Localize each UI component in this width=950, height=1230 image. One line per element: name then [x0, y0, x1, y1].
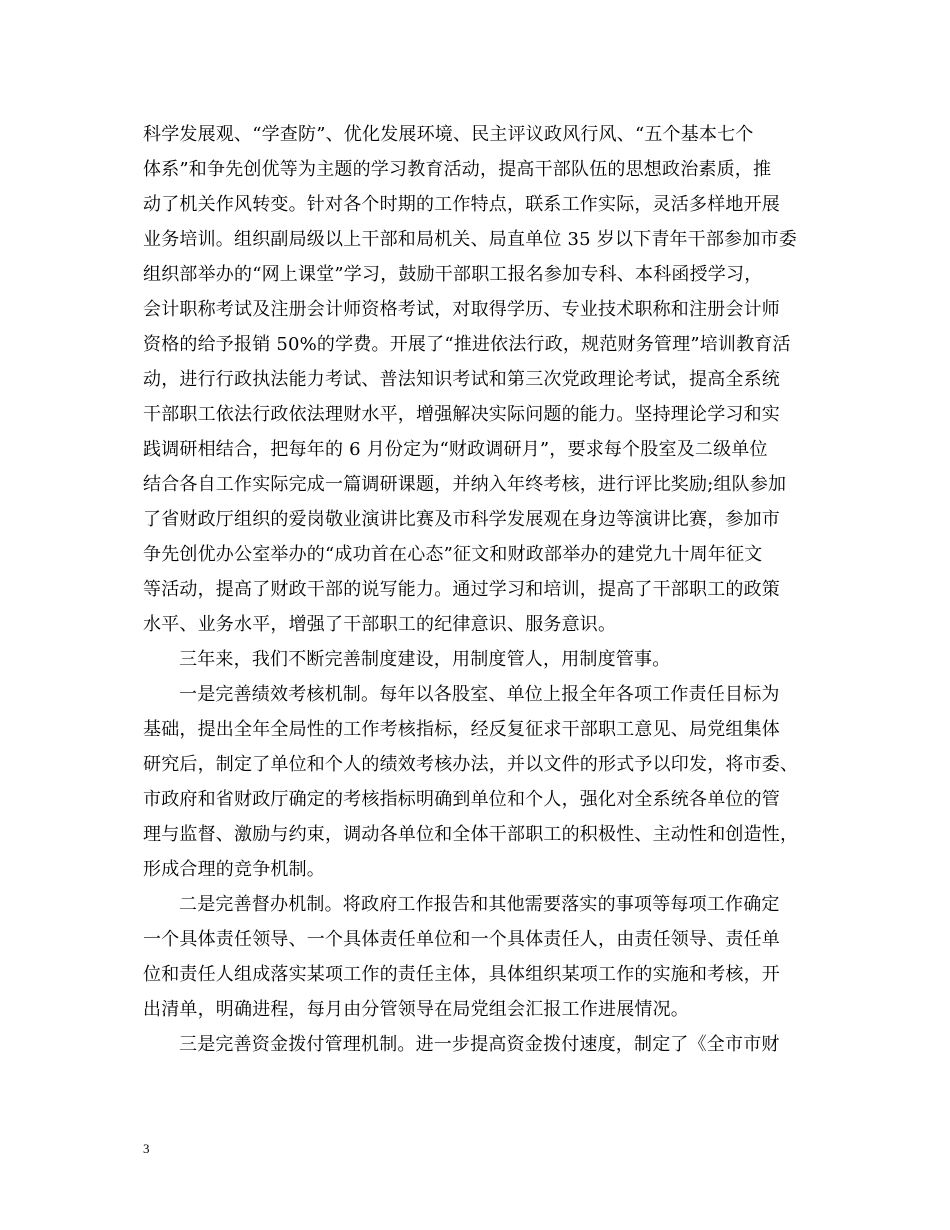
- text-line: 会计职称考试及注册会计师资格考试，对取得学历、专业技术职称和注册会计师: [143, 299, 780, 320]
- text-line: 体系”和争先创优等为主题的学习教育活动，提高干部队伍的思想政治素质，推: [143, 159, 772, 180]
- text-line: 水平、业务水平，增强了干部职工的纪律意识、服务意识。: [143, 614, 617, 635]
- text-line: 基础，提出全年全局性的工作考核指标，经反复征求干部职工意见、局党组集体: [143, 719, 780, 740]
- text-line: 动，进行行政执法能力考试、普法知识考试和第三次党政理论考试，提高全系统: [143, 369, 780, 390]
- text-line: 资格的给予报销 50%的学费。开展了“推进依法行政，规范财务管理”培训教育活: [143, 334, 791, 355]
- text-line: 市政府和省财政厅确定的考核指标明确到单位和个人，强化对全系统各单位的管: [143, 789, 780, 810]
- text-line: 组织部举办的“网上课堂”学习，鼓励干部职工报名参加专科、本科函授学习，: [143, 264, 763, 285]
- text-line: 三年来，我们不断完善制度建设，用制度管人，用制度管事。: [179, 649, 671, 670]
- text-line: 争先创优办公室举办的“成功首在心态”征文和财政部举办的建党九十周年征文: [143, 544, 763, 565]
- text-line: 科学发展观、“学查防”、优化发展环境、民主评议政风行风、“五个基本七个: [143, 124, 754, 145]
- text-line: 研究后，制定了单位和个人的绩效考核办法，并以文件的形式予以印发，将市委、: [143, 754, 799, 775]
- text-line: 三是完善资金拨付管理机制。进一步提高资金拨付速度，制定了《全市市财: [179, 1034, 780, 1055]
- text-line: 等活动，提高了财政干部的说写能力。通过学习和培训，提高了干部职工的政策: [143, 579, 780, 600]
- text-line: 形成合理的竞争机制。: [143, 859, 325, 880]
- text-line: 理与监督、激励与约束，调动各单位和全体干部职工的积极性、主动性和创造性，: [143, 824, 799, 845]
- text-line: 一个具体责任领导、一个具体责任单位和一个具体责任人，由责任领导、责任单: [143, 929, 780, 950]
- text-line: 一是完善绩效考核机制。每年以各股室、单位上报全年各项工作责任目标为: [179, 684, 780, 705]
- text-line: 了省财政厅组织的爱岗敬业演讲比赛及市科学发展观在身边等演讲比赛，参加市: [143, 509, 780, 530]
- page-number: 3: [143, 1141, 150, 1156]
- text-line: 结合各自工作实际完成一篇调研课题，并纳入年终考核，进行评比奖励;组队参加: [143, 474, 787, 495]
- text-line: 位和责任人组成落实某项工作的责任主体，具体组织某项工作的实施和考核，开: [143, 964, 780, 985]
- text-line: 践调研相结合，把每年的 6 月份定为“财政调研月”，要求每个股室及二级单位: [143, 439, 768, 460]
- text-line: 动了机关作风转变。针对各个时期的工作特点，联系工作实际，灵活多样地开展: [143, 194, 780, 215]
- text-line: 业务培训。组织副局级以上干部和局机关、局直单位 35 岁以下青年干部参加市委: [143, 229, 797, 250]
- text-line: 出清单，明确进程，每月由分管领导在局党组会汇报工作进展情况。: [143, 999, 689, 1020]
- body-text: [143, 117, 823, 1062]
- text-line: 二是完善督办机制。将政府工作报告和其他需要落实的事项等每项工作确定: [179, 894, 780, 915]
- text-line: 干部职工依法行政依法理财水平，增强解决实际问题的能力。坚持理论学习和实: [143, 404, 780, 425]
